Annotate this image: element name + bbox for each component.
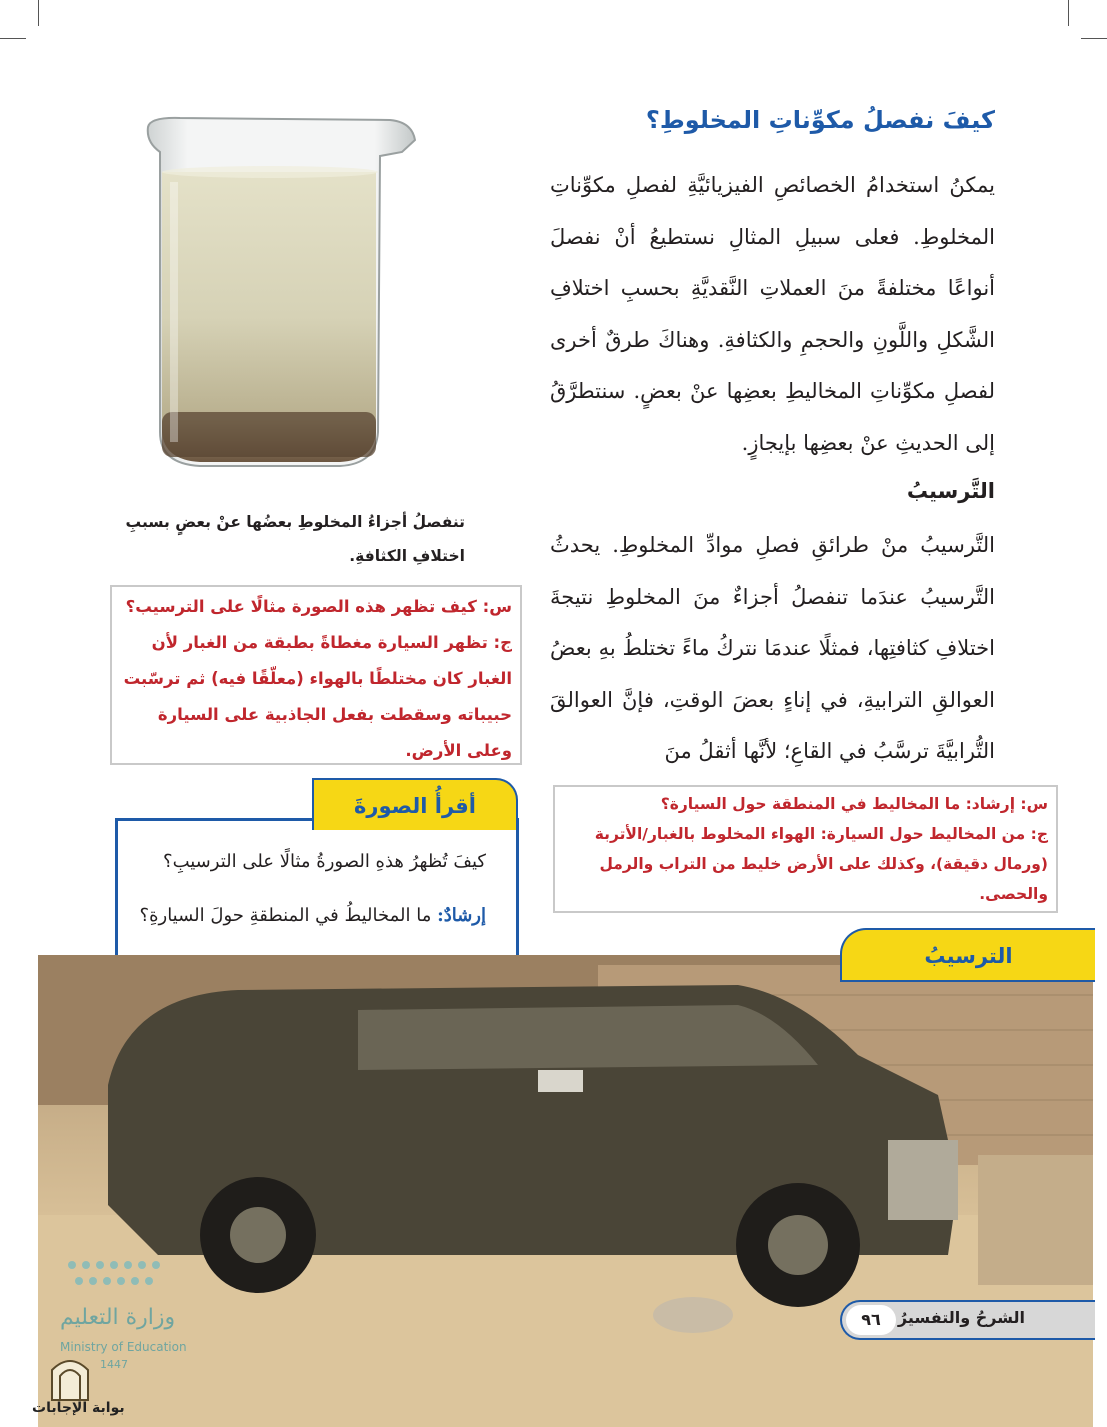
answer-question: س: كيف تظهر هذه الصورة مثالًا على الترسيب؟ xyxy=(125,597,512,616)
answer-box-left xyxy=(110,585,522,765)
read-picture-question: كيفَ تُظهرُ هذهِ الصورةُ مثالًا على الترسيبِ؟ xyxy=(163,851,486,872)
answer-box-right xyxy=(553,785,1058,913)
beaker-caption: تنفصلُ أجزاءُ المخلوطِ بعضُها عنْ بعضٍ بسببِ اختلافِ الكثافةِ. xyxy=(125,513,465,565)
answer-text: ج: تظهر السيارة مغطاةً بطبقة من الغبار لأن الغبار كان مختلطًا بالهواء (معلّقًا فيه) ثم ترسّبت حبيباته وسقطت بفعل الجاذبية على السيارة وعلى الأرض. xyxy=(123,633,512,760)
section-title: كيفَ نفصلُ مكوِّناتِ المخلوطِ؟ xyxy=(645,106,995,134)
answer-question: س: إرشاد: ما المخاليط في المنطقة حول السيارة؟ xyxy=(660,795,1048,813)
paragraph-sedimentation: التَّرسيبُ منْ طرائقِ فصلِ موادِّ المخلوطِ. يحدثُ التَّرسيبُ عندَما تنفصلُ أجزاءٌ منَ المخلوطِ نتيجةَ اختلافِ كثافتِها، فمثلًا عندمَا نتركُ ماءً تختلطُ بهِ بعضُ العوالقِ الترابيةِ، في إناءٍ بعضَ الوقتِ، فإنَّ العوالقَ التُّرابيَّةَ ترسَّبُ في القاعِ؛ لأنَّها أثقلُ منَ xyxy=(550,533,995,763)
answer-text: ج: من المخاليط حول السيارة: الهواء المخلوط بالغبار/الأتربة (ورمال دقيقة)، وكذلك على الأرض خليط من التراب والرمل والحصى. xyxy=(594,825,1048,903)
crop-mark xyxy=(1081,38,1107,39)
read-picture-tab: أقرأُ الصورةَ xyxy=(312,778,518,830)
car-photo xyxy=(38,955,1093,1427)
footer-label: الشرحُ والتفسيرُ xyxy=(897,1308,1025,1327)
read-picture-hint xyxy=(126,905,486,926)
footer-bar xyxy=(840,1300,1095,1340)
ministry-logo-icon xyxy=(62,1255,172,1299)
subheading-sedimentation: التَّرسيبُ xyxy=(906,479,995,503)
page-number: ٩٦ xyxy=(846,1305,896,1335)
ministry-name-en: Ministry of Education xyxy=(60,1340,187,1354)
read-picture-box xyxy=(115,818,519,970)
portal-logo-icon xyxy=(48,1352,92,1406)
hint-text: ما المخاليطُ في المنطقةِ حولَ السيارةِ؟ xyxy=(139,905,432,926)
hint-label: إرشادٌ: xyxy=(437,905,486,926)
beaker-image xyxy=(140,112,420,474)
crop-mark xyxy=(1068,0,1069,26)
paragraph-intro: يمكنُ استخدامُ الخصائصِ الفيزيائيَّةِ لفصلِ مكوِّناتِ المخلوطِ. فعلى سبيلِ المثالِ نستطيعُ أنْ نفصلَ أنواعًا مختلفةً منَ العملاتِ النَّقديَّةِ بحسبِ اختلافِ الشَّكلِ واللَّونِ والحجمِ والكثافةِ. وهناكَ طرقٌ أخرى لفصلِ مكوِّناتِ المخاليطِ بعضِها عنْ بعضٍ. سنتطرَّقُ إلى الحديثِ عنْ بعضِها بإيجازٍ. xyxy=(550,173,995,455)
crop-mark xyxy=(0,38,26,39)
ministry-year: 1447 xyxy=(100,1358,128,1371)
ministry-name-ar: وزارة التعليم xyxy=(60,1305,176,1330)
portal-name: بوابة الإجابات xyxy=(32,1400,125,1416)
photo-title-tab: الترسيبُ xyxy=(840,928,1095,982)
crop-mark xyxy=(38,0,39,26)
